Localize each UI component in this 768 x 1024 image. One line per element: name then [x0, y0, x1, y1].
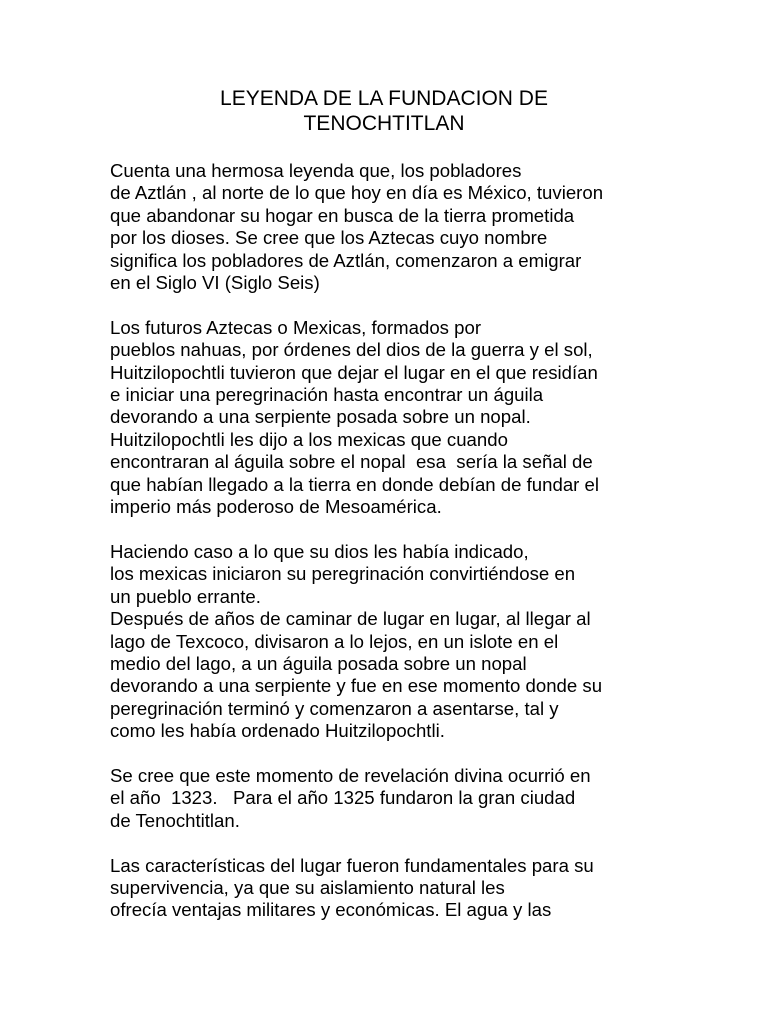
text-line: Cuenta una hermosa leyenda que, los pobladores — [110, 160, 522, 181]
text-line: Huitzilopochtli les dijo a los mexicas que cuando — [110, 428, 508, 450]
text-line: devorando a una serpiente posada sobre un nopal. — [110, 406, 531, 428]
text-line: ofrecía ventajas militares y económicas. El agua y las — [110, 899, 552, 921]
paragraph-wandering — [110, 541, 710, 608]
text-line: en el Siglo VI (Siglo Seis) — [110, 272, 320, 294]
text-line: significa los pobladores de Aztlán, comenzaron a emigrar — [110, 249, 582, 271]
text-line: los mexicas iniciaron su peregrinación convirtiéndose en — [110, 563, 576, 585]
text-line: de Tenochtitlan. — [110, 809, 240, 831]
text-line: encontraran al águila sobre el nopal esa sería la señal de — [110, 451, 593, 473]
text-line: medio del lago, a un águila posada sobre un nopal — [110, 652, 527, 674]
text-line: un pueblo errante. — [110, 585, 261, 607]
text-line: Huitzilopochtli tuvieron que dejar el lugar en el que residían — [110, 361, 598, 383]
text-line: Después de años de caminar de lugar en lugar, al llegar al — [110, 608, 591, 630]
paragraph-foundation-date — [110, 765, 710, 832]
text-line: por los dioses. Se cree que los Aztecas cuyo nombre — [110, 227, 548, 249]
text-line: imperio más poderoso de Mesoamérica. — [110, 496, 442, 518]
text-line: que habían llegado a la tierra en donde debían de fundar el — [110, 473, 599, 495]
paragraph-characteristics — [110, 855, 710, 922]
text-line: devorando a una serpiente y fue en ese momento donde su — [110, 675, 603, 697]
text-line: supervivencia, ya que su aislamiento natural les — [110, 876, 505, 898]
paragraph-origin — [110, 160, 710, 294]
title-line: LEYENDA DE LA FUNDACION DE — [220, 87, 548, 110]
document-title — [0, 86, 768, 136]
text-line: lago de Texcoco, divisaron a lo lejos, en un islote en el — [110, 630, 559, 652]
text-line: Las características del lugar fueron fundamentales para su — [110, 854, 594, 876]
document-body — [110, 160, 710, 944]
text-line: Haciendo caso a lo que su dios les había indicado, — [110, 540, 529, 562]
text-line: peregrinación terminó y comenzaron a asentarse, tal y — [110, 697, 559, 719]
paragraph-pilgrimage — [110, 317, 710, 519]
text-line: Los futuros Aztecas o Mexicas, formados por — [110, 316, 482, 338]
text-line: el año 1323. Para el año 1325 fundaron la gran ciudad — [110, 787, 576, 809]
text-line: pueblos nahuas, por órdenes del dios de la guerra y el sol, — [110, 339, 593, 361]
text-line: Se cree que este momento de revelación divina ocurrió en — [110, 764, 591, 786]
text-line: e iniciar una peregrinación hasta encontrar un águila — [110, 384, 544, 406]
text-line: como les había ordenado Huitzilopochtli. — [110, 720, 445, 742]
title-line: TENOCHTITLAN — [303, 112, 465, 135]
text-line: que abandonar su hogar en busca de la tierra prometida — [110, 204, 575, 226]
paragraph-texcoco — [110, 608, 710, 742]
text-line: de Aztlán , al norte de lo que hoy en día es México, tuvieron — [110, 182, 604, 204]
